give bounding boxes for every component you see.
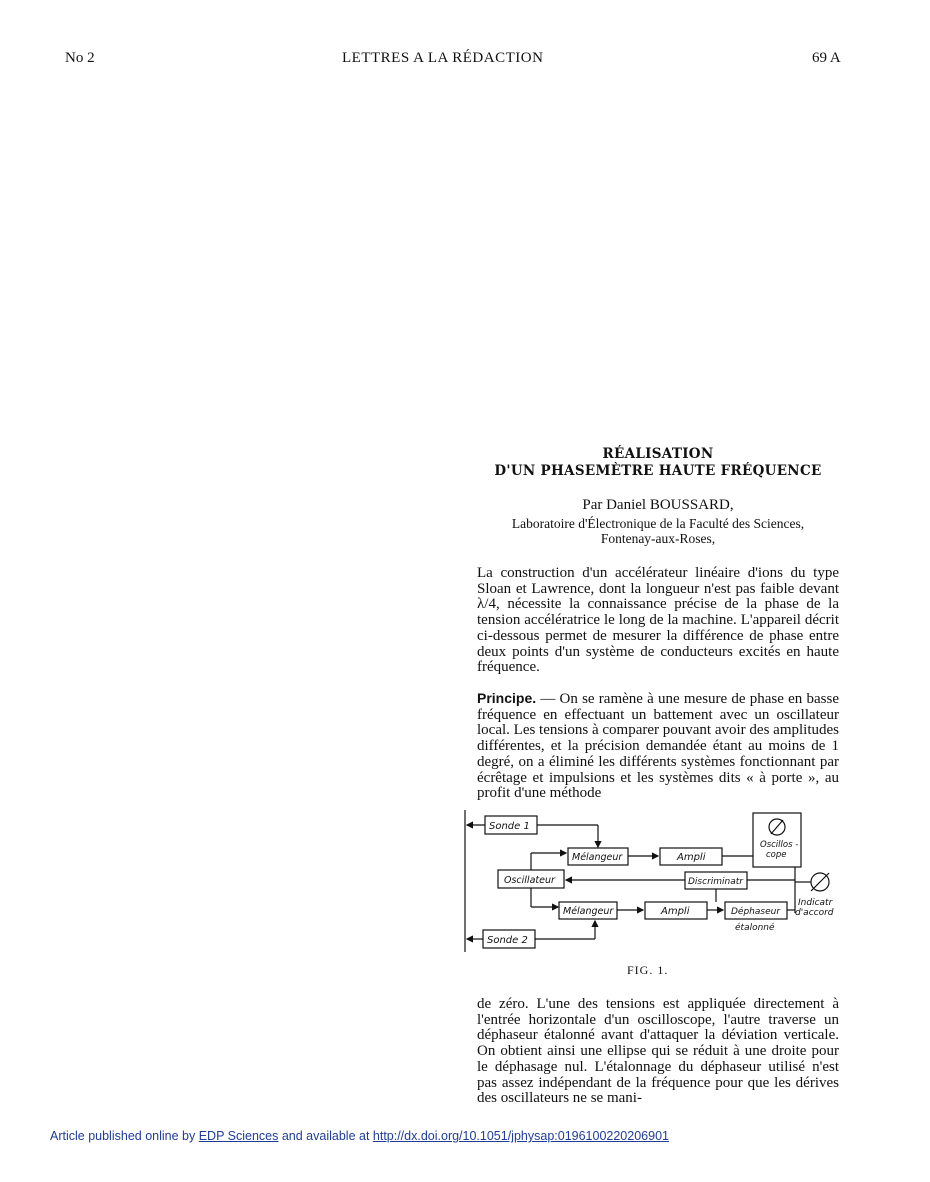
melangeur2-label: Mélangeur — [563, 906, 614, 917]
intro-text: La construction d'un accélérateur linéaire d'ions du type Sloan et Lawrence, dont la longueur n'est pas faible devant λ/4, nécessite la connaissance précise de la phase de la tension accélératrice le long de la machine. L'appareil décrit ci-dessous permet de mesurer la différence de phase entre deux points d'un système de conducteurs excités en haute fréquence. — [477, 565, 839, 676]
principe-paragraph — [477, 691, 839, 802]
discriminateur-label: Discriminatr — [688, 877, 743, 887]
sonde1-label: Sonde 1 — [489, 821, 530, 832]
article-author: Par Daniel BOUSSARD, — [582, 497, 734, 513]
page-number: 69 A — [812, 50, 841, 66]
article-title-line-2: D'UN PHASEMÈTRE HAUTE FRÉQUENCE — [494, 463, 822, 479]
footer-middle: and available at — [278, 1129, 373, 1143]
publication-footer — [50, 1129, 669, 1143]
continuation-paragraph — [477, 997, 839, 1107]
footer-prefix: Article published online by — [50, 1129, 199, 1143]
principe-text: — On se ramène à une mesure de phase en basse fréquence en effectuant un battement avec un oscillateur local. Les tensions à comparer pouvant avoir des amplitudes différentes, et la précision demandée étant au moins de 1 degré, on a éliminé les différents systèmes fonctionnant par écrêtage et impulsions et les systèmes dits « à porte », au profit d'une méthode — [477, 691, 839, 802]
affiliation-line-2: Fontenay-aux-Roses, — [600, 531, 716, 546]
doi-link[interactable]: http://dx.doi.org/10.1051/jphysap:0196100220206901 — [372, 1129, 669, 1143]
continuation-text: de zéro. L'une des tensions est appliquée directement à l'entrée horizontale d'un oscilloscope, l'autre traverse un déphaseur étalonné avant d'attaquer la déviation verticale. On obtient ainsi une ellipse qui se réduit à une droite pour le déphasage nul. L'étalonnage du déphaseur utilisé n'est pas assez indépendant de la fréquence pour que les dérives des oscillateurs ne se mani- — [477, 996, 839, 1107]
affiliation-line-1: Laboratoire d'Électronique de la Faculté des Sciences, — [511, 516, 805, 531]
melangeur1-label: Mélangeur — [572, 852, 623, 863]
etalonne-label: étalonné — [735, 923, 775, 933]
article-title-line-1: RÉALISATION — [602, 446, 714, 462]
ampli1-label: Ampli — [677, 852, 706, 863]
edp-sciences-link[interactable]: EDP Sciences — [198, 1129, 279, 1143]
oscilloscope-label-2: cope — [766, 850, 787, 860]
principe-label: Principe. — [477, 690, 537, 706]
indicateur-label-1: Indicatr — [798, 898, 833, 908]
page-section-number: No 2 — [65, 50, 95, 66]
ampli2-label: Ampli — [661, 906, 690, 917]
intro-paragraph — [477, 566, 839, 676]
block-diagram — [455, 808, 855, 958]
oscillateur-label: Oscillateur — [504, 875, 555, 886]
figure-caption: FIG. 1. — [627, 963, 669, 977]
running-header: LETTRES A LA RÉDACTION — [342, 50, 544, 66]
dephaseur-label: Déphaseur — [731, 907, 781, 917]
oscilloscope-label-1: Oscillos - — [760, 840, 799, 850]
indicateur-label-2: d'accord — [795, 908, 834, 918]
sonde2-label: Sonde 2 — [487, 935, 528, 946]
